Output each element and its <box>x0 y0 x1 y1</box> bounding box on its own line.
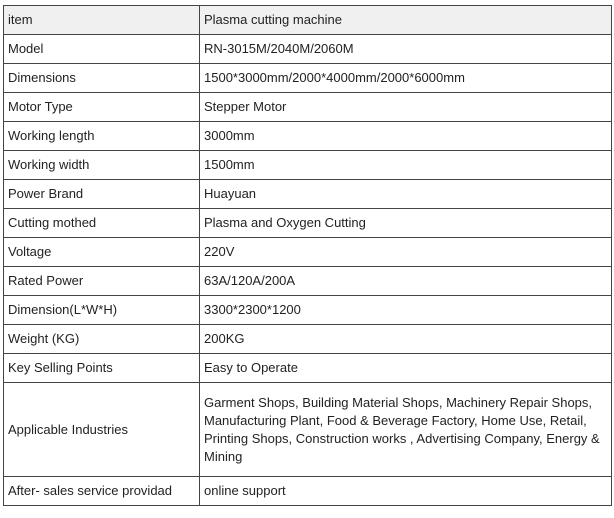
row-label: Motor Type <box>4 93 200 122</box>
row-value: 220V <box>200 238 612 267</box>
row-value: RN-3015M/2040M/2060M <box>200 35 612 64</box>
row-label: item <box>4 6 200 35</box>
table-row <box>4 209 612 238</box>
row-label: Rated Power <box>4 267 200 296</box>
row-label: Dimension(L*W*H) <box>4 296 200 325</box>
table-row <box>4 151 612 180</box>
row-label: Voltage <box>4 238 200 267</box>
row-label: Working width <box>4 151 200 180</box>
row-value: 3300*2300*1200 <box>200 296 612 325</box>
row-label: Cutting mothed <box>4 209 200 238</box>
table-row <box>4 383 612 477</box>
row-value: 200KG <box>200 325 612 354</box>
row-label: Power Brand <box>4 180 200 209</box>
row-label: Working length <box>4 122 200 151</box>
table-row <box>4 477 612 506</box>
row-value: Plasma and Oxygen Cutting <box>200 209 612 238</box>
row-label: Model <box>4 35 200 64</box>
table-row <box>4 354 612 383</box>
table-row <box>4 93 612 122</box>
row-label: Weight (KG) <box>4 325 200 354</box>
table-row <box>4 180 612 209</box>
table-row <box>4 122 612 151</box>
row-value: Stepper Motor <box>200 93 612 122</box>
row-value: Plasma cutting machine <box>200 6 612 35</box>
row-value: 1500mm <box>200 151 612 180</box>
row-value: Huayuan <box>200 180 612 209</box>
row-value: 1500*3000mm/2000*4000mm/2000*6000mm <box>200 64 612 93</box>
row-value: 63A/120A/200A <box>200 267 612 296</box>
row-label: Applicable Industries <box>4 383 200 477</box>
row-value: 3000mm <box>200 122 612 151</box>
table-row <box>4 267 612 296</box>
table-row <box>4 325 612 354</box>
row-label: Key Selling Points <box>4 354 200 383</box>
table-row <box>4 296 612 325</box>
row-value: Garment Shops, Building Material Shops, Machinery Repair Shops, Manufacturing Plant, Food & Beverage Factory, Home Use, Retail, Printing Shops, Construction works , Advertising Company, Energy & Mining <box>200 383 612 477</box>
row-label: After- sales service providad <box>4 477 200 506</box>
table-row <box>4 6 612 35</box>
table-row <box>4 35 612 64</box>
row-value: Easy to Operate <box>200 354 612 383</box>
table-row <box>4 238 612 267</box>
row-label: Dimensions <box>4 64 200 93</box>
spec-table <box>3 5 612 506</box>
table-row <box>4 64 612 93</box>
row-value: online support <box>200 477 612 506</box>
